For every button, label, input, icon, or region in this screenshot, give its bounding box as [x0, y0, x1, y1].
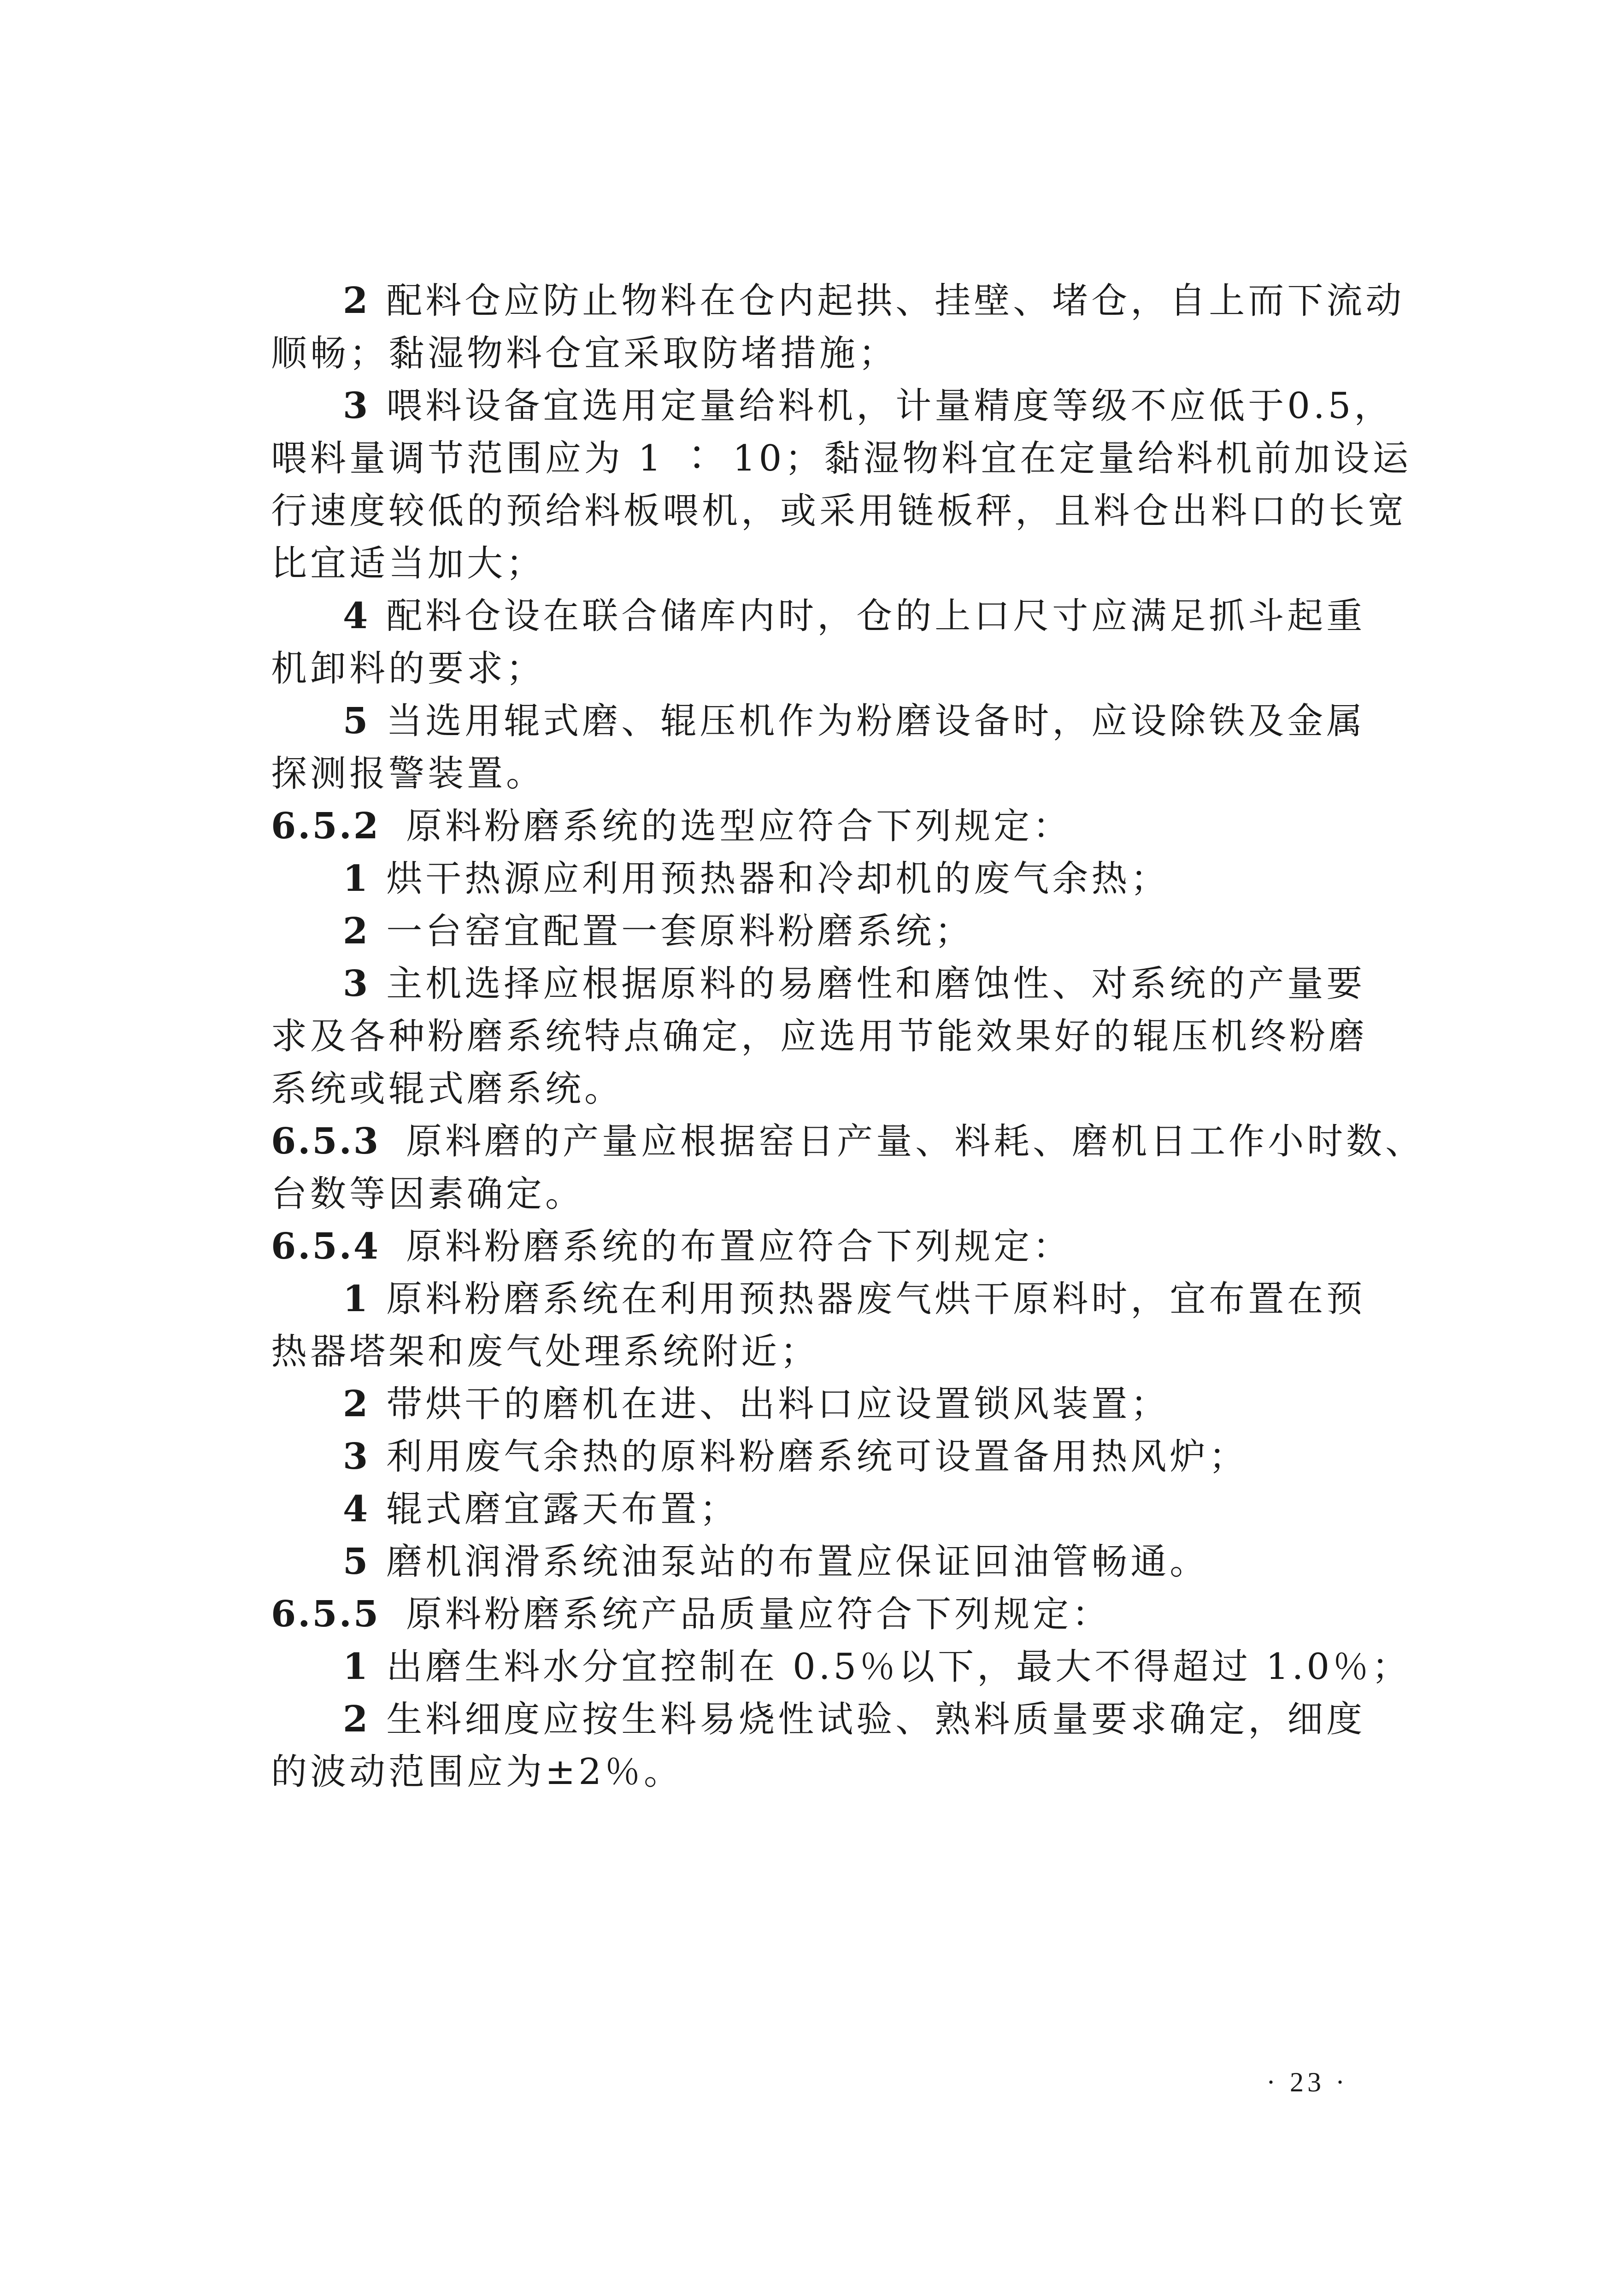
text-line: [271, 327, 1414, 380]
line-text: 喂料量调节范围应为 1 ∶ 10；黏湿物料宜在定量给料机前加设运: [271, 438, 1412, 479]
line-text: 配料仓设在联合储库内时，仓的上口尺寸应满足抓斗起重: [386, 595, 1366, 637]
item-number: 4: [343, 1488, 368, 1530]
line-text: 热器塔架和废气处理系统附近；: [271, 1331, 820, 1372]
text-line: [271, 1536, 1414, 1588]
line-text: 系统或辊式磨系统。: [271, 1068, 624, 1110]
text-line: [271, 1693, 1414, 1746]
item-number: 2: [343, 280, 368, 322]
text-line: [271, 748, 1414, 800]
item-number: 5: [343, 1541, 368, 1583]
line-text: 原料粉磨系统的选型应符合下列规定：: [406, 806, 1072, 847]
line-text: 原料粉磨系统在利用预热器废气烘干原料时，宜布置在预: [386, 1278, 1366, 1320]
line-text: 配料仓应防止物料在仓内起拱、挂壁、堵仓，自上而下流动: [386, 280, 1405, 322]
page-number: · 23 ·: [1266, 2067, 1348, 2097]
text-line: [271, 1063, 1414, 1115]
line-text: 台数等因素确定。: [271, 1173, 585, 1215]
text-line: [271, 1483, 1414, 1536]
text-line: [271, 380, 1414, 432]
body-text: [271, 275, 1425, 1798]
item-number: 3: [343, 963, 368, 1005]
text-line: [271, 590, 1414, 642]
section-number: 6.5.3: [271, 1120, 381, 1162]
text-line: [271, 853, 1414, 905]
item-number: 1: [343, 1278, 368, 1320]
text-line: [271, 958, 1414, 1010]
section-number: 6.5.4: [271, 1225, 381, 1267]
line-text: 探测报警装置。: [271, 753, 546, 795]
line-text: 当选用辊式磨、辊压机作为粉磨设备时，应设除铁及金属: [386, 701, 1366, 742]
text-line: [271, 432, 1414, 485]
line-text: 原料粉磨系统的布置应符合下列规定：: [406, 1226, 1072, 1267]
line-text: 主机选择应根据原料的易磨性和磨蚀性、对系统的产量要: [386, 963, 1366, 1005]
text-line: [271, 1010, 1414, 1063]
text-line: [271, 1378, 1414, 1431]
item-number: 1: [343, 858, 368, 900]
line-text: 生料细度应按生料易烧性试验、熟料质量要求确定，细度: [386, 1699, 1366, 1740]
text-line: [271, 1168, 1414, 1220]
line-text: 原料磨的产量应根据窑日产量、料耗、磨机日工作小时数、: [406, 1121, 1425, 1162]
line-text: 顺畅；黏湿物料仓宜采取防堵措施；: [271, 333, 898, 374]
text-line: [271, 275, 1414, 327]
text-line: [271, 1273, 1414, 1325]
line-text: 磨机润滑系统油泵站的布置应保证回油管畅通。: [386, 1541, 1209, 1583]
line-text: 利用废气余热的原料粉磨系统可设置备用热风炉；: [386, 1436, 1248, 1478]
line-text: 烘干热源应利用预热器和冷却机的废气余热；: [386, 858, 1170, 900]
text-line: [271, 485, 1414, 537]
text-line: [271, 1746, 1414, 1798]
text-line: [271, 800, 1414, 853]
line-text: 比宜适当加大；: [271, 543, 546, 584]
line-text: 的波动范围应为±2％。: [271, 1751, 683, 1793]
line-text: 求及各种粉磨系统特点确定，应选用节能效果好的辊压机终粉磨: [271, 1016, 1368, 1057]
text-line: [271, 1220, 1414, 1273]
line-text: 带烘干的磨机在进、出料口应设置锁风装置；: [386, 1383, 1170, 1425]
line-text: 出磨生料水分宜控制在 0.5％以下，最大不得超过 1.0％；: [386, 1646, 1411, 1688]
line-text: 一台窑宜配置一套原料粉磨系统；: [386, 911, 974, 952]
section-number: 6.5.5: [271, 1593, 381, 1635]
line-text: 喂料设备宜选用定量给料机，计量精度等级不应低于0.5，: [386, 385, 1394, 427]
text-line: [271, 537, 1414, 590]
text-line: [271, 905, 1414, 958]
item-number: 1: [343, 1646, 368, 1688]
item-number: 3: [343, 385, 368, 427]
section-number: 6.5.2: [271, 805, 381, 847]
item-number: 3: [343, 1436, 368, 1478]
text-line: [271, 695, 1414, 748]
line-text: 行速度较低的预给料板喂机，或采用链板秤，且料仓出料口的长宽: [271, 490, 1407, 532]
text-line: [271, 1325, 1414, 1378]
text-line: [271, 1641, 1414, 1693]
item-number: 2: [343, 910, 368, 952]
item-number: 2: [343, 1383, 368, 1425]
text-line: [271, 1588, 1414, 1641]
line-text: 辊式磨宜露天布置；: [386, 1489, 739, 1530]
item-number: 2: [343, 1698, 368, 1740]
line-text: 机卸料的要求；: [271, 648, 546, 689]
item-number: 4: [343, 595, 368, 637]
text-line: [271, 1115, 1425, 1168]
line-text: 原料粉磨系统产品质量应符合下列规定：: [406, 1594, 1111, 1635]
text-line: [271, 1431, 1414, 1483]
text-line: [271, 642, 1414, 695]
item-number: 5: [343, 700, 368, 742]
